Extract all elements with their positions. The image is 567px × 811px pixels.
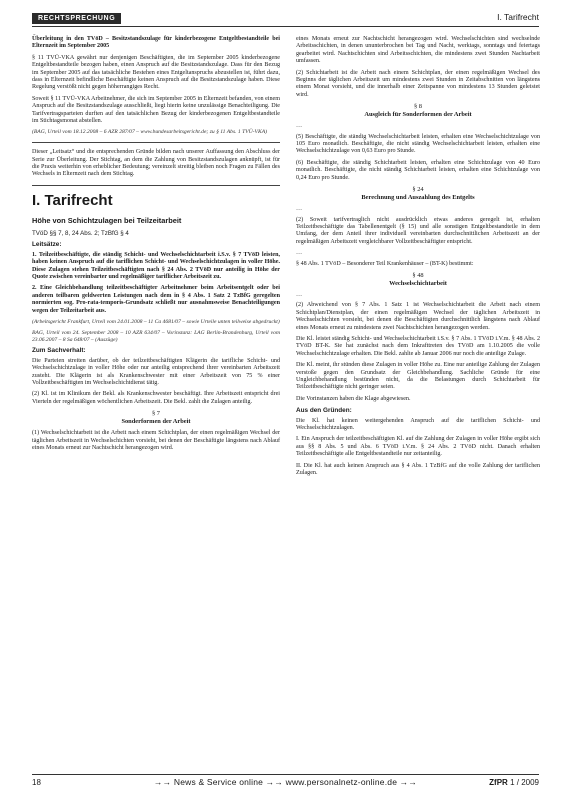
continued-paragraph: eines Monats erneut zur Nachtschicht herangezogen wird. Wechselschichten sind wechselnde Arbeitsschichten, in denen ununterbrochen bei Tag und Nacht, werktags, sonntags und feiertags gearbeitet wird. Nachtschichten sind Arbeitsschichten, die mindestens zwei Stunden Nachtarbeit umfassen.: [296, 36, 540, 65]
leitsatz-1: 1. Teilzeitbeschäftigte, die ständig Schicht- und Wechselschichtarbeit i.S.v. § 7 TVöD leisten, haben keinen Anspruch auf die tariflichen Schicht- und Wechselschichtzulagen in voller Höhe. Diese Zulagen stehen Teilzeitbeschäftigten nach § 24 Abs. 2 TVöD nur anteilig in Höhe der Quote zwischen vereinbarter und regelmäßiger tariflicher Arbeitszeit zu.: [32, 251, 280, 280]
section-8-paragraph-5: (5) Beschäftigte, die ständig Wechselschichtarbeit leisten, erhalten eine Wechselschichtzulage von 105 Euro monatlich. Beschäftigte, die nicht ständig Wechselschichtarbeit leisten, erhalten eine Wechselschichtzulage von 0,63 Euro pro Stunde.: [296, 133, 540, 155]
gruende-paragraph-2: I. Ein Anspruch der teilzeitbeschäftigten Kl. auf die Zahlung der Zulagen in voller Höhe ergibt sich aus §§ 8 Abs. 5 und Abs. 6 TVöD i.V.m. § 24 Abs. 2 TVöD nicht. Danach erhalten Teilzeitbeschäftigte alle Entgeltbestandteile nur zeitanteilig.: [296, 436, 540, 458]
bt-k-intro: § 48 Abs. 1 TVöD – Besonderer Teil Krankenhäuser – (BT-K) bestimmt:: [296, 260, 474, 267]
section-48-text: (2) Abweichend von § 7 Abs. 1 Satz 1 ist Wechselschichtarbeit die Arbeit nach einem Schichtplan/Dienstplan, der einen regelmäßigen Wechsel der täglichen Arbeitszeit in Wechselschichten vorsieht, bei denen die Beschäftigten durchschnittlich längstens nach Ablauf eines Monats erneut zu mindestens zwei Nachtschichten herangezogen werden.: [296, 302, 540, 331]
divider: [32, 142, 280, 143]
page-header: [32, 12, 539, 28]
case-citation: BAG, Urteil vom 24. September 2008 – 10 AZR 634/07 – Vorinstanz: LAG Berlin-Brandenburg, Urteil vom 23.06.2007 – 8 Sa 648/07 – (Auszüge): [32, 329, 280, 343]
gruende-paragraph-3: II. Die Kl. hat auch keinen Anspruch aus § 4 Abs. 1 TzBfG auf die volle Zahlung der tariflichen Zulagen.: [296, 462, 540, 477]
ellipsis: …: [296, 291, 303, 298]
issue-number: 1 / 2009: [510, 778, 539, 787]
section-24-number: § 24: [412, 186, 424, 194]
section-brand: RECHTSPRECHUNG: [32, 13, 121, 24]
intro-title: Überleitung in den TVöD – Besitzstandszulage für kinderbezogene Entgeltbestandteile bei Elternzeit im September 2005: [32, 36, 280, 50]
section-8-title: Ausgleich für Sonderformen der Arbeit: [364, 111, 472, 119]
section-8-number: § 8: [414, 103, 422, 111]
article-subheading: Höhe von Schichtzulagen bei Teilzeitarbeit: [32, 215, 182, 225]
issue-label: [489, 778, 539, 787]
ellipsis: …: [296, 250, 303, 257]
gruende-label: Aus den Gründen:: [296, 407, 352, 415]
sachverhalt-label: Zum Sachverhalt:: [32, 347, 86, 355]
divider: [32, 185, 280, 186]
leitsatz-2: 2. Eine Gleichbehandlung teilzeitbeschäftigter Arbeitnehmer beim Arbeitsentgelt oder bei anderen teilbaren geldwerten Leistungen nach dem in § 4 Abs. 1 Satz 2 TzBfG geregelten normierten sog. Pro-rata-temporis-Grundsatz schließt nur ausnahmsweise Benachteiligungen wegen der Teilzeitarbeit aus.: [32, 285, 280, 314]
sachverhalt-paragraph-2: (2) Kl. ist im Klinikum der Bekl. als Krankenschwester beschäftigt. Ihre Arbeitszeit entspricht drei Vierteln der regelmäßigen wöchentlichen Arbeitszeit. Die Bekl. zahlt die Zulagen anteilig.: [32, 391, 280, 405]
section-7-text: (1) Wechselschichtarbeit ist die Arbeit nach einem Schichtplan, der einen regelmäßigen Wechsel der täglichen Arbeitszeit in Wechselschichten vorsieht, bei denen der Beschäftigte längstens nach Ablauf eines Monats erneut zur Nachtschicht herangezogen wird.: [32, 430, 280, 451]
leitsaetze-label: Leitsätze:: [32, 241, 62, 249]
facts-paragraph-2: Die Kl. meint, ihr stünden diese Zulagen in voller Höhe zu. Eine nur anteilige Zahlung der Zulagen verstoße gegen den Grundsatz der Gleichbehandlung. Sachliche Gründe für eine Ungleichbehandlung bestünden nicht, da die Belastungen durch Schichtarbeit für Teilzeitbeschäftigte nicht geringer seien.: [296, 362, 540, 391]
facts-paragraph-3: Die Vorinstanzen haben die Klage abgewiesen.: [296, 395, 411, 402]
legal-reference: TVöD §§ 7, 8, 24 Abs. 2; TzBfG § 4: [32, 229, 129, 237]
header-rule: [32, 26, 539, 27]
chapter-heading: I. Tarifrecht: [32, 191, 113, 209]
page-footer: [32, 774, 539, 788]
section-48-title: Wechselschichtarbeit: [389, 279, 447, 287]
intro-citation: (BAG, Urteil vom 18.12.2008 – 6 AZR 287/07 – www.bundesarbeitsgericht.de; zu § 11 Abs. 1 TVÜ-VKA): [32, 129, 267, 136]
section-24-text: (2) Soweit tarifvertraglich nicht ausdrücklich etwas anderes geregelt ist, erhalten Teilzeitbeschäftigte das Tabellenentgelt (§ 15) und alle sonstigen Entgeltbestandteile in dem Umfang, der dem Anteil ihrer individuell vereinbarten durchschnittlichen Arbeitszeit an der regelmäßigen Arbeitszeit vergleichbarer Vollzeitbeschäftigter entspricht.: [296, 216, 540, 245]
section-48-number: § 48: [412, 271, 424, 279]
section-24-title: Berechnung und Auszahlung des Entgelts: [361, 194, 475, 202]
journal-abbrev: ZfPR: [489, 778, 508, 787]
leitsatz-citation: (Arbeitsgericht Frankfurt, Urteil vom 24.01.2008 – 11 Ca 4681/07 – sowie Urteile unten teilweise abgedruckt): [32, 318, 280, 325]
running-title: I. Tarifrecht: [497, 12, 539, 22]
section-7-number: § 7: [152, 410, 160, 418]
bridge-paragraph: Dieser „Leitsatz“ und die entsprechenden Gründe bilden nach unserer Auffassung den Abschluss der Serie zur Überleitung. Der Stichtag, an dem die Zahlung von Besitzstandszulagen anknüpft, ist für die Praxis weiterhin von erheblicher Bedeutung; vereinzelt streitig bleiben noch Fragen zu Fällen des Wechsels in Elternzeit nach dem Stichtag.: [32, 149, 280, 178]
right-column: [296, 36, 540, 481]
sachverhalt-paragraph: Die Parteien streiten darüber, ob der teilzeitbeschäftigten Klägerin die tarifliche Schicht- und Wechselschichtzulage in voller Höhe oder nur anteilig entsprechend ihrer vereinbarten Arbeitszeit zusteht. Die Klägerin ist als Krankenschwester mit einer Arbeitszeit von 75 % einer Vollzeitbeschäftigten im Wechselschichtdienst tätig.: [32, 357, 280, 386]
left-column: [32, 36, 280, 456]
section-7-paragraph-2: (2) Schichtarbeit ist die Arbeit nach einem Schichtplan, der einen regelmäßigen Wechsel des Beginns der täglichen Arbeitszeit um mindestens zwei Stunden in Zeitabschnitten von längstens einem Monat vorsieht, und die innerhalb einer Zeitspanne von mindestens 13 Stunden geleistet wird.: [296, 69, 540, 98]
intro-paragraph-2: Soweit § 11 TVÜ-VKA Arbeitnehmer, die sich im September 2005 in Elternzeit befanden, von einem Anspruch auf die Besitzstandszulage ausschließt, liegt hierin keine unzulässige Benachteiligung. Die Tarifvertragsparteien durften auf den tatsächlichen Bezug der kinderbezogenen Entgeltbestandteile im Stichtagsmonat abstellen.: [32, 95, 280, 125]
website-link[interactable]: →→ News & Service online →→ www.personalnetz-online.de →→: [153, 777, 418, 787]
footer-rule: [32, 774, 539, 775]
page-number: 18: [32, 778, 41, 787]
section-7-title: Sonderformen der Arbeit: [121, 418, 191, 426]
section-8-paragraph-6: (6) Beschäftigte, die ständig Schichtarbeit leisten, erhalten eine Schichtzulage von 40 Euro monatlich. Beschäftigte, die nicht ständig Schichtarbeit leisten, erhalten eine Schichtzulage von 0,24 Euro pro Stunde.: [296, 159, 540, 181]
gruende-paragraph: Die Kl. hat keinen weitergehenden Anspruch auf die tariflichen Schicht- und Wechselschichtzulagen.: [296, 417, 540, 432]
ellipsis: …: [296, 206, 303, 213]
intro-paragraph-1: § 11 TVÜ-VKA gewährt nur denjenigen Beschäftigten, die im September 2005 kinderbezogene Entgeltbestandteile bezogen haben, einen Anspruch auf die Besitzstandszulage. Dass für den Bezug im September 2005 auf das tatsächliche Bestehen eines Entgeltanspruchs abzustellen ist, führt dazu, dass in Elternzeit befindliche Beschäftigte keinen Anspruch auf die Besitzstandszulage haben. Diese Regelung verstößt nicht gegen höherrangiges Recht.: [32, 54, 280, 91]
facts-paragraph-1: Die Kl. leistet ständig Schicht- und Wechselschichtarbeit i.S.v. § 7 Abs. 1 TVöD i.V.m. § 48 Abs. 2 TVöD BT-K. Sie hat zunächst nach dem Inkrafttreten des TVöD am 1.10.2005 die volle Wechselschichtzulage erhalten. Die Bekl. zahlte ab Januar 2006 nur noch die anteilige Zulage.: [296, 335, 540, 357]
ellipsis: …: [296, 123, 303, 130]
